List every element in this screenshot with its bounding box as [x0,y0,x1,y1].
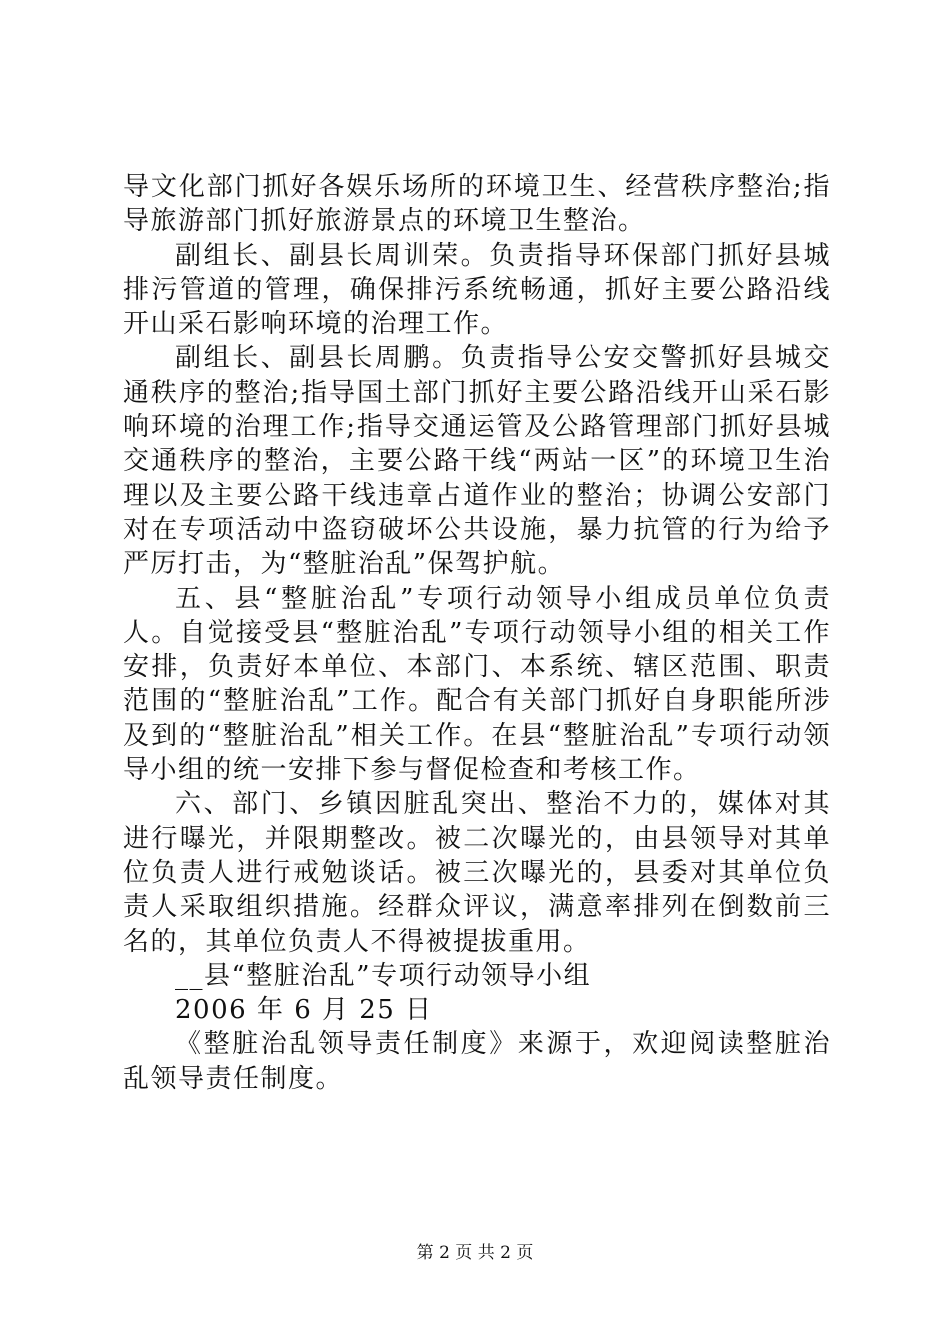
paragraph-section-six: 六、部门、乡镇因脏乱突出、整治不力的，媒体对其进行曝光，并限期整改。被二次曝光的，由县领导对其单位负责人进行戒勉谈话。被三次曝光的，县委对其单位负责人采取组织措施。经群众评议，满意率排列在倒数前三名的，其单位负责人不得被提拔重用。 [123,789,831,957]
paragraph-deputy-zhou-xunrong: 副组长、副县长周训荣。负责指导环保部门抓好县城排污管道的管理，确保排污系统畅通，抓好主要公路沿线开山采石影响环境的治理工作。 [123,240,831,340]
document-body [123,170,831,1096]
paragraph-continuation: 导文化部门抓好各娱乐场所的环境卫生、经营秩序整治;指导旅游部门抓好旅游景点的环境卫生整治。 [123,172,831,237]
signature-organization: __县“整脏治乱”专项行动领导小组 [175,960,592,991]
signature-date: 2006 年 6 月 25 日 [175,995,433,1026]
paragraph-deputy-zhou-peng: 副组长、副县长周鹏。负责指导公安交警抓好县城交通秩序的整治;指导国土部门抓好主要公路沿线开山采石影响环境的治理工作;指导交通运管及公路管理部门抓好县城交通秩序的整治，主要公路干线“两站一区”的环境卫生治理以及主要公路干线违章占道作业的整治；协调公安部门对在专项活动中盗窃破坏公共设施，暴力抗管的行为给予严厉打击，为“整脏治乱”保驾护航。 [123,343,831,580]
page-number-footer: 第 2 页 共 2 页 [416,1243,534,1263]
paragraph-source-note: 《整脏治乱领导责任制度》来源于，欢迎阅读整脏治乱领导责任制度。 [123,1029,831,1094]
paragraph-section-five: 五、县“整脏治乱”专项行动领导小组成员单位负责人。自觉接受县“整脏治乱”专项行动领导小组的相关工作安排，负责好本单位、本部门、本系统、辖区范围、职责范围的“整脏治乱”工作。配合有关部门抓好自身职能所涉及到的“整脏治乱”相关工作。在县“整脏治乱”专项行动领导小组的统一安排下参与督促检查和考核工作。 [123,583,831,786]
